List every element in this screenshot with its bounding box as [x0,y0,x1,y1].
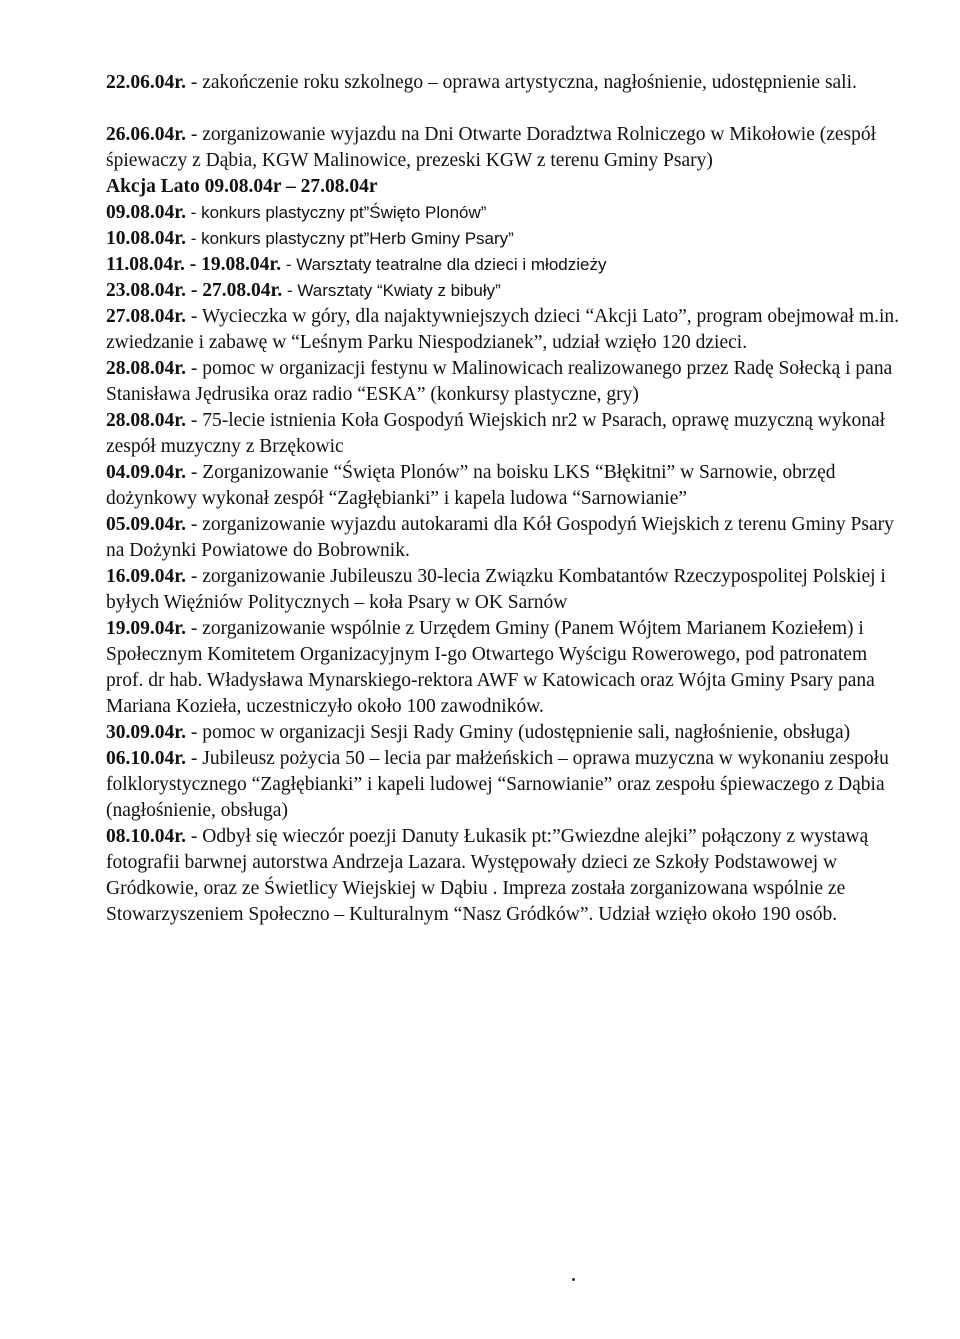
entry-text: - zorganizowanie wyjazdu autokarami dla Kół Gospodyń Wiejskich z terenu Gminy Psary na Dożynki Powiatowe do Bobrownik. [106,514,894,561]
scan-speck [572,1278,575,1281]
entry-date: 16.09.04r. [106,566,186,587]
document-page [106,70,906,928]
entry-4 [106,226,906,252]
entry-8 [106,356,906,408]
entry-9 [106,408,906,460]
entry-date: 22.06.04r. [106,72,186,93]
entry-3 [106,200,906,226]
entry-1 [106,70,906,96]
entry-text: - Warsztaty teatralne dla dzieci i młodzieży [281,255,607,274]
entry-6 [106,278,906,304]
entry-5 [106,252,906,278]
entry-text: - Warsztaty “Kwiaty z bibuły” [282,281,501,300]
entry-15 [106,746,906,824]
entry-date: 09.08.04r. [106,202,186,223]
entry-text: - Zorganizowanie “Święta Plonów” na boisku LKS “Błękitni” w Sarnowie, obrzęd dożynkowy wykonał zespół “Zagłębianki” i kapela ludowa “Sarnowianie” [106,462,836,509]
entry-14 [106,720,906,746]
entry-text: - zorganizowanie wspólnie z Urzędem Gminy (Panem Wójtem Marianem Koziełem) i Społecznym Komitetem Organizacyjnym I-go Otwartego Wyścigu Rowerowego, pod patronatem prof. dr hab. Władysława Mynarskiego-rektora AWF w Katowicach oraz Wójta Gminy Psary pana Mariana Kozieła, uczestniczyło około 100 zawodników. [106,618,875,717]
entry-2 [106,122,906,174]
entry-text: - zorganizowanie Jubileuszu 30-lecia Związku Kombatantów Rzeczypospolitej Polskiej i byłych Więźniów Politycznych – koła Psary w OK Sarnów [106,566,886,613]
entry-date: 30.09.04r. [106,722,186,743]
entry-16 [106,824,906,928]
entry-text: - konkurs plastyczny pt”Herb Gminy Psary” [186,229,514,248]
entry-text: - pomoc w organizacji Sesji Rady Gminy (udostępnienie sali, nagłośnienie, obsługa) [186,722,851,743]
entry-date: 11.08.04r. - 19.08.04r. [106,254,282,275]
entry-text: - Wycieczka w góry, dla najaktywniejszych dzieci “Akcji Lato”, program obejmował m.in. zwiedzanie i zabawę w “Leśnym Parku Niespodzianek”, udział wzięło 120 dzieci. [106,306,900,353]
entry-date: 28.08.04r. [106,410,186,431]
entry-10 [106,460,906,512]
entry-11 [106,512,906,564]
section-heading-akcja-lato [106,174,906,200]
entry-text: - Jubileusz pożycia 50 – lecia par małżeńskich – oprawa muzyczna w wykonaniu zespołu folklorystycznego “Zagłębianki” i kapeli ludowej “Sarnowianie” oraz zespołu śpiewaczego z Dąbia (nagłośnienie, obsługa) [106,748,889,821]
entry-date: 08.10.04r. [106,826,186,847]
entry-12 [106,564,906,616]
entry-13 [106,616,906,720]
entry-text: - zakończenie roku szkolnego – oprawa artystyczna, nagłośnienie, udostępnienie sali. [186,72,857,93]
entry-date: 06.10.04r. [106,748,186,769]
entry-7 [106,304,906,356]
entry-text: - konkurs plastyczny pt”Święto Plonów” [186,203,487,222]
entry-date: 04.09.04r. [106,462,186,483]
entry-text: - pomoc w organizacji festynu w Malinowicach realizowanego przez Radę Sołecką i pana Stanisława Jędrusika oraz radio “ESKA” (konkursy plastyczne, gry) [106,358,893,405]
entry-text: - 75-lecie istnienia Koła Gospodyń Wiejskich nr2 w Psarach, oprawę muzyczną wykonał zespół muzyczny z Brzękowic [106,410,886,457]
entry-date: 23.08.04r. - 27.08.04r. [106,280,283,301]
entry-date: 26.06.04r. [106,124,186,145]
entry-text: Akcja Lato 09.08.04r – 27.08.04r [106,176,378,197]
entry-date: 19.09.04r. [106,618,186,639]
entry-date: 05.09.04r. [106,514,186,535]
entry-text: - zorganizowanie wyjazdu na Dni Otwarte Doradztwa Rolniczego w Mikołowie (zespół śpiewaczy z Dąbia, KGW Malinowice, prezeski KGW z terenu Gminy Psary) [106,124,877,171]
entry-date: 27.08.04r. [106,306,186,327]
entry-text: - Odbył się wieczór poezji Danuty Łukasik pt:”Gwiezdne alejki” połączony z wystawą fotografii barwnej autorstwa Andrzeja Lazara. Występowały dzieci ze Szkoły Podstawowej w Gródkowie, oraz ze Świetlicy Wiejskiej w Dąbiu . Impreza została zorganizowana wspólnie ze Stowarzyszeniem Społeczno – Kulturalnym “Nasz Gródków”. Udział wzięło około 190 osób. [106,826,869,925]
entry-date: 28.08.04r. [106,358,186,379]
entry-date: 10.08.04r. [106,228,186,249]
